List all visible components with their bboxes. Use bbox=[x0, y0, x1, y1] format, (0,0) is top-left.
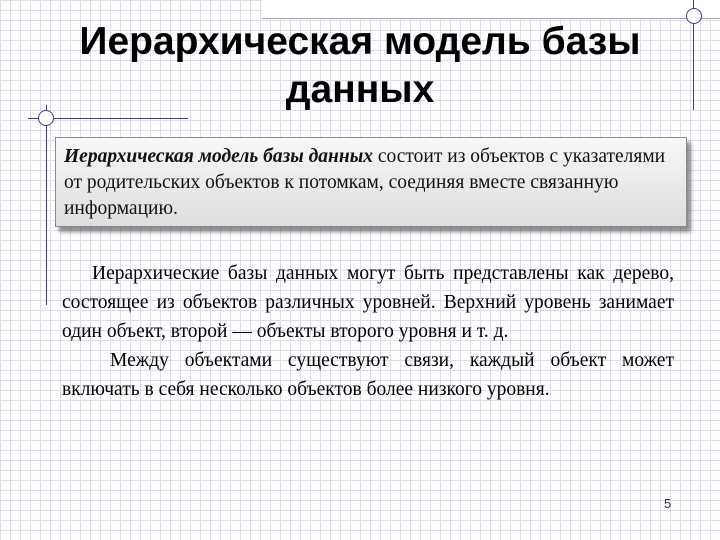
decor-vertical-rule-left bbox=[46, 105, 47, 305]
body-text bbox=[62, 259, 674, 404]
callout-text: состоит из объектов с указателями от родительских объектов к потомкам, соединяя вместе связанную информацию. bbox=[64, 146, 666, 219]
callout-lead-term: Иерархическая модель базы данных bbox=[64, 146, 373, 167]
slide-title: Иерархическая модель базы данных bbox=[79, 20, 641, 111]
paragraph-object-links: Между объектами существуют связи, каждый объект может включать в себя несколько объектов более низкого уровня. bbox=[62, 350, 674, 400]
page-number: 5 bbox=[664, 496, 672, 511]
paragraph-hierarchy-tree: Иерархические базы данных могут быть представлены как дерево, состоящее из объектов различных уровней. Верхний уровень занимает один объект, второй — объекты второго уровня и т. д. bbox=[62, 263, 674, 342]
definition-callout bbox=[55, 137, 687, 227]
top-decor-band bbox=[262, 0, 720, 19]
